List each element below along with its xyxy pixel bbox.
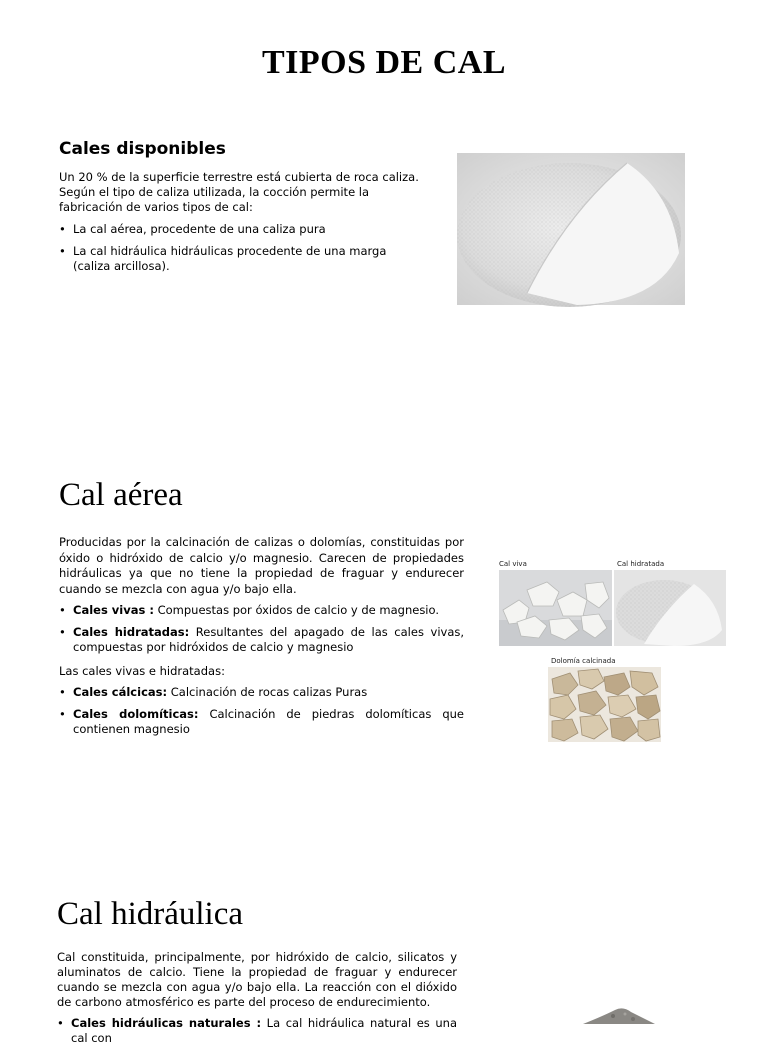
bullet-item — [59, 685, 464, 701]
bullet-term: Cales hidráulicas naturales : — [71, 1016, 262, 1030]
sub-intro: Las cales vivas e hidratadas: — [59, 663, 225, 678]
caption-cal-viva: Cal viva — [499, 560, 527, 568]
section-text-cal-hidraulica — [57, 950, 457, 1046]
section-heading-cales-disponibles: Cales disponibles — [59, 139, 226, 159]
dolomia-calcinada-photo — [548, 667, 661, 742]
bullet-item — [57, 1016, 457, 1046]
caption-dolomia-calcinada: Dolomía calcinada — [551, 657, 616, 665]
section-text-cal-aerea — [59, 535, 464, 738]
section-heading-cal-aerea: Cal aérea — [59, 477, 183, 513]
intro-paragraph: Cal constituida, principalmente, por hidróxido de calcio, silicatos y aluminatos de calcio. Tiene la propiedad de fraguar y endurecer cuando se mezcla con agua y/o bajo ella. La reacción con el dióxido de carbono atmosférico es parte del proceso de endurecimiento. — [57, 950, 457, 1009]
section-text-cales-disponibles — [59, 170, 419, 274]
bullet-text: Calcinación de piedras dolomíticas que contienen magnesio — [73, 706, 464, 736]
intro-paragraph: Producidas por la calcinación de calizas o dolomías, constituidas por óxido o hidróxido de calcio y/o magnesio. Carecen de propiedades hidráulicas ya que no tiene la propiedad de fraguar y endurecer cuando se mezcla con agua y/o bajo ella. — [59, 535, 464, 596]
bullet-item: • La cal hidráulica hidráulicas procedente de una marga (caliza arcillosa). — [59, 244, 419, 274]
page-title: TIPOS DE CAL — [261, 44, 507, 81]
bullet-text: Resultantes del apagado de las cales vivas, compuestas por hidróxidos de calcio y magnesio — [73, 624, 465, 654]
bullet-item — [59, 625, 464, 656]
cal-hidratada-photo — [614, 570, 726, 646]
bullet-text: Calcinación de rocas calizas Puras — [167, 685, 368, 699]
section-heading-cal-hidraulica: Cal hidráulica — [57, 896, 244, 932]
bullet-term: Cales dolomíticas: — [73, 706, 199, 721]
bullet-text: La cal hidráulica natural es una cal con — [71, 1016, 457, 1045]
bullet-item — [59, 603, 464, 619]
lime-powder-photo — [457, 153, 685, 305]
bullet-term: Cales cálcicas: — [73, 685, 168, 699]
bullet-item: • La cal aérea, procedente de una caliza pura — [59, 222, 419, 237]
bullet-term: Cales hidratadas: — [73, 624, 190, 639]
bullet-item — [59, 707, 464, 738]
bullet-text: Compuestas por óxidos de calcio y de magnesio. — [153, 603, 439, 617]
bullet-term: Cales vivas : — [73, 603, 154, 617]
cal-viva-photo — [499, 570, 612, 646]
cal-hidraulica-photo — [583, 1006, 655, 1024]
caption-cal-hidratada: Cal hidratada — [617, 560, 665, 568]
intro-paragraph: Un 20 % de la superficie terrestre está cubierta de roca caliza. Según el tipo de caliza utilizada, la cocción permite la fabricación de varios tipos de cal: — [59, 170, 419, 214]
